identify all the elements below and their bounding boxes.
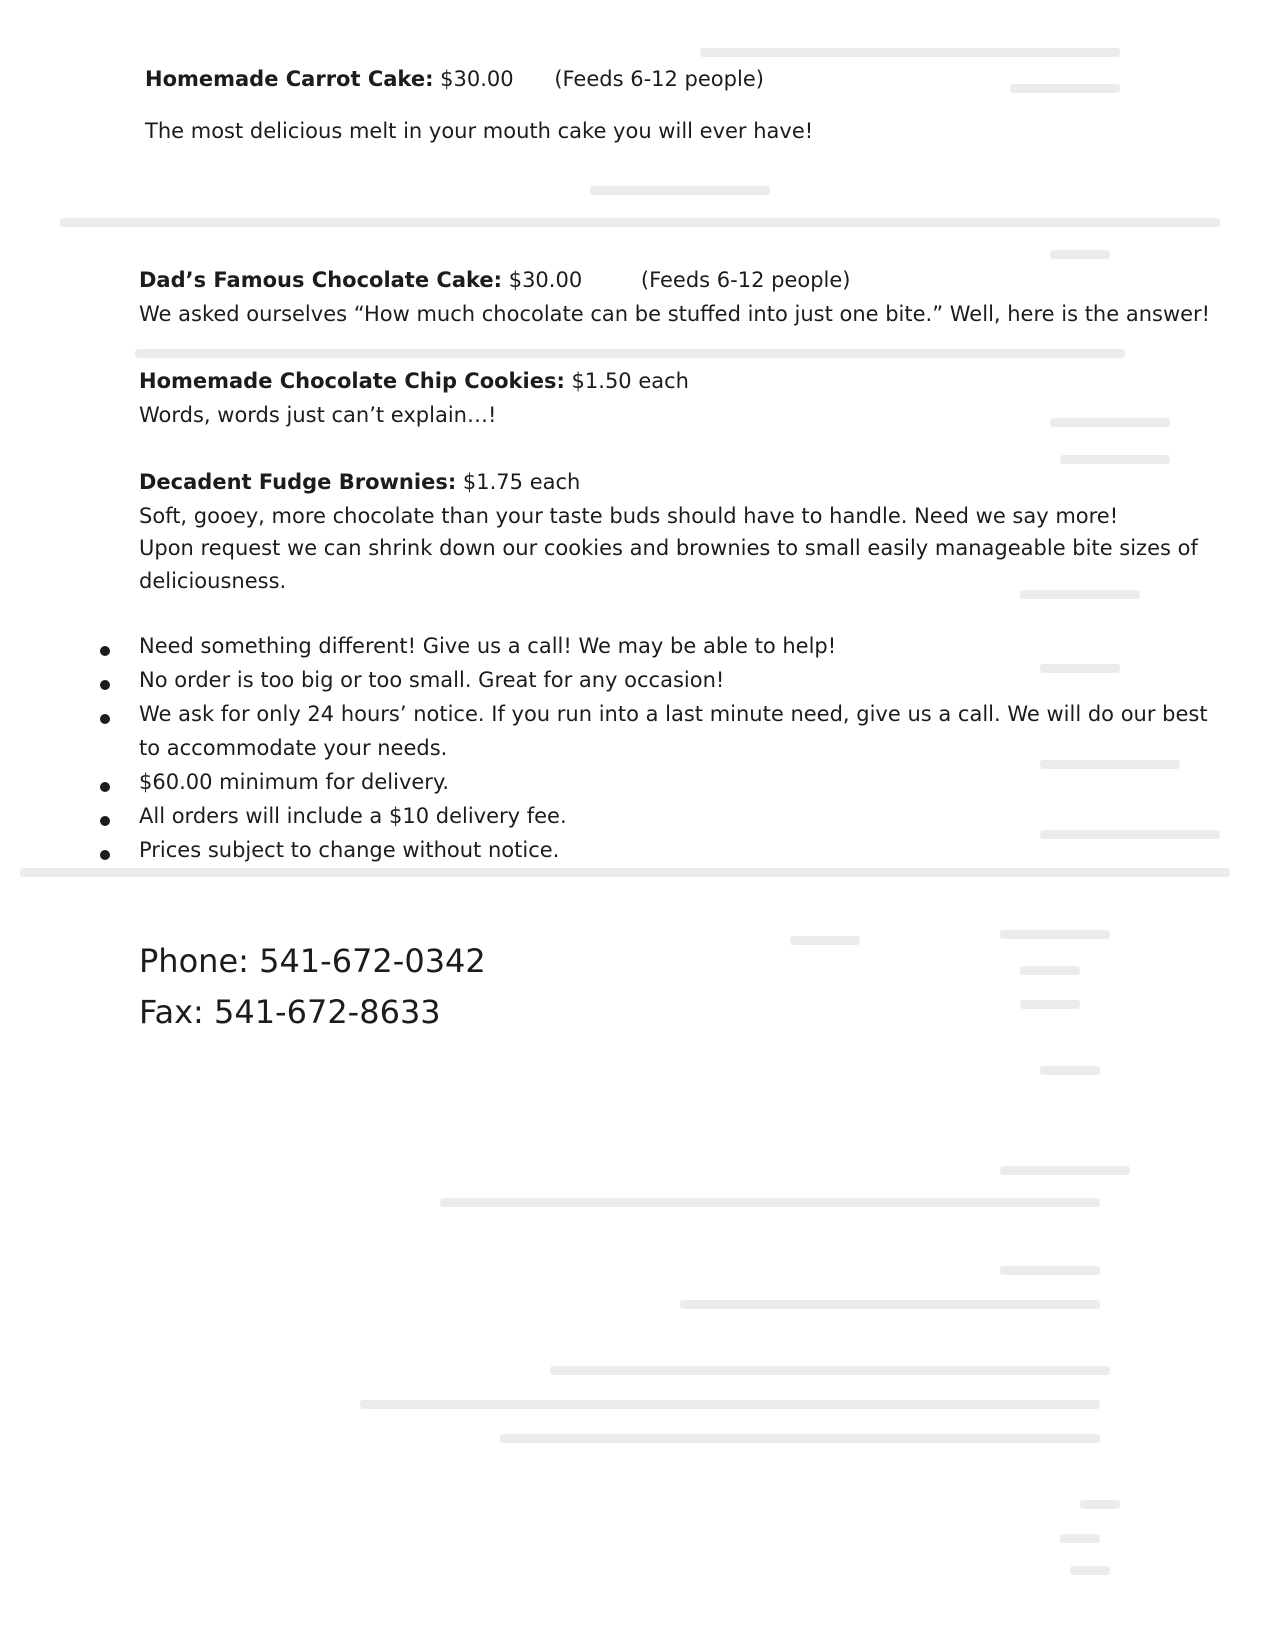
- cookies-heading: [139, 369, 689, 393]
- bullet-icon: [100, 816, 110, 826]
- bullet-icon: [100, 850, 110, 860]
- bullet-icon: [100, 646, 110, 656]
- item-feeds: (Feeds 6-12 people): [640, 268, 851, 292]
- bullet-icon: [100, 680, 110, 690]
- brownies-description: Soft, gooey, more chocolate than your taste buds should have to handle. Need we say more!: [139, 504, 1119, 528]
- item-name: Decadent Fudge Brownies:: [139, 470, 457, 494]
- brownies-heading: [139, 470, 580, 494]
- item-price: $30.00: [433, 67, 514, 91]
- chocolate-cake-heading: [139, 268, 851, 292]
- cookies-description: Words, words just can’t explain…!: [139, 403, 497, 427]
- chocolate-cake-description: We asked ourselves “How much chocolate can be stuffed into just one bite.” Well, here is the answer!: [139, 302, 1211, 326]
- carrot-cake-description: The most delicious melt in your mouth cake you will ever have!: [145, 119, 814, 143]
- bite-size-note-line2: deliciousness.: [139, 569, 287, 593]
- item-price: $30.00: [502, 268, 583, 292]
- item-name: Dad’s Famous Chocolate Cake:: [139, 268, 503, 292]
- carrot-cake-heading: [145, 67, 764, 91]
- fax-number: Fax: 541-672-8633: [139, 993, 441, 1031]
- item-price: $1.75 each: [456, 470, 581, 494]
- item-name: Homemade Chocolate Chip Cookies:: [139, 369, 565, 393]
- bullet-icon: [100, 714, 110, 724]
- item-price: $1.50 each: [564, 369, 689, 393]
- phone-number: Phone: 541-672-0342: [139, 942, 486, 980]
- bullet-icon: [100, 782, 110, 792]
- menu-page: Homemade Carrot Cake: $30.00 (Feeds 6-12 people) The most delicious melt in your mouth cake you will ever have! Dad’s Famous Chocolate Cake: $30.00 (Feeds 6-12 people) We asked ourselves “How much chocolate can be stuffed into just one bite.” Well, here is the answer! Homemade Chocolate Chip Cookies: $1.50 each Words, words just can’t explain…! Decadent Fudge Brownies: $1.75 each Soft, gooey, more chocolate than your taste buds should have to handle. Need we say more! Upon request we can shrink down our cookies and brownies to small easily manageable bite sizes of deliciousness. Need something different! Give us a call! We may be able to help! No order is too big or too small. Great for any occasion! We ask for only 24 hours’ notice. If you run into a last minute need, give us a call. We will do our best to accommodate your needs. $60.00 minimum for delivery. All orders will include a $10 delivery fee. Prices subject to change without notice. Phone: 541-672-0342 Fax: 541-672-8633: [0, 0, 1275, 1650]
- bite-size-note-line1: Upon request we can shrink down our cookies and brownies to small easily manageable bite sizes of: [139, 536, 1198, 560]
- item-feeds: (Feeds 6-12 people): [554, 67, 764, 91]
- item-name: Homemade Carrot Cake:: [145, 67, 434, 91]
